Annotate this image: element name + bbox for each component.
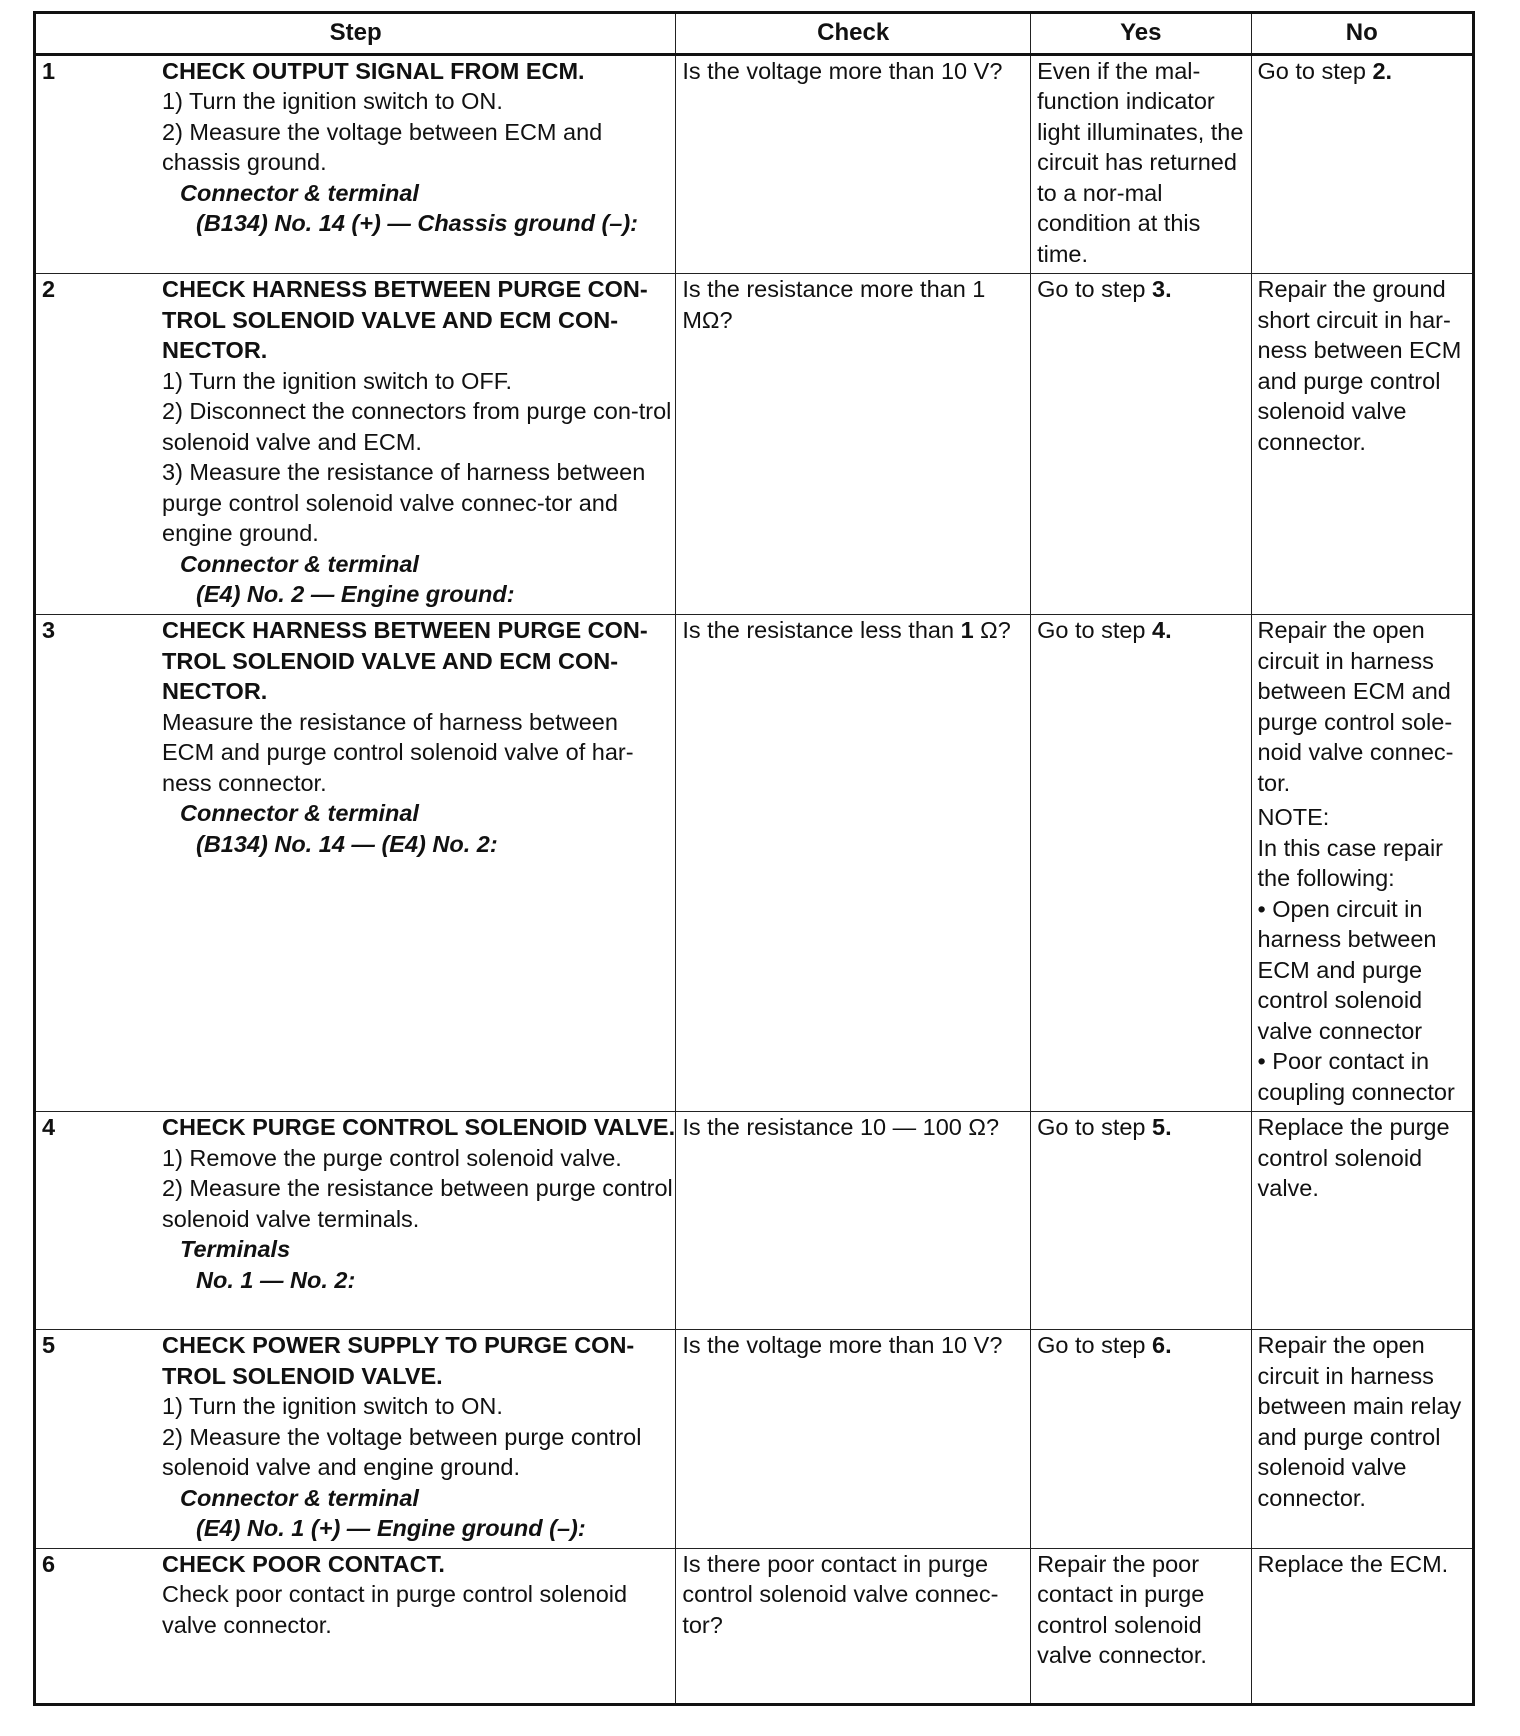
header-check: Check (676, 13, 1031, 55)
step-title: CHECK POWER SUPPLY TO PURGE CON-TROL SOLENOID VALVE. (162, 1332, 635, 1389)
terminals-label: Terminals (180, 1236, 291, 1262)
note-bullet: • Poor contact in coupling connector (1257, 1048, 1455, 1105)
step-instruction: 1) Turn the ignition switch to ON. (162, 88, 503, 114)
header-no: No (1251, 13, 1473, 55)
yes-step-ref: 3. (1152, 276, 1172, 302)
terminals-value: No. 1 — No. 2: (196, 1266, 356, 1293)
step-cell (35, 274, 676, 615)
header-yes: Yes (1031, 13, 1251, 55)
yes-cell (1031, 1112, 1251, 1330)
note-bullet: • Open circuit in harness between ECM and purge control solenoid valve connector (1257, 895, 1437, 1044)
yes-text: Go to step (1037, 276, 1153, 302)
header-step: Step (35, 13, 676, 55)
connector-label: Connector & terminal (180, 550, 419, 577)
no-cell: Repair the open circuit in harness between main relay and purge control solenoid valve connector. (1251, 1330, 1473, 1549)
yes-text: Go to step (1037, 1114, 1153, 1140)
connector-label: Connector & terminal (180, 800, 419, 826)
diagnostic-table (33, 11, 1475, 1706)
yes-text: Even if the mal-function indicator light illuminates, the circuit has returned to a nor-mal condition at this time. (1037, 57, 1244, 267)
step-cell (35, 1330, 676, 1549)
step-instruction: 2) Measure the resistance between purge control solenoid valve terminals. (162, 1175, 673, 1232)
connector-value: (B134) No. 14 (+) — Chassis ground (–): (196, 210, 639, 236)
step-instruction: 1) Turn the ignition switch to OFF. (162, 367, 513, 394)
check-cell (676, 615, 1031, 1112)
step-instruction: 1) Remove the purge control solenoid valve. (162, 1144, 622, 1171)
step-title: CHECK OUTPUT SIGNAL FROM ECM. (162, 57, 585, 84)
step-number: 2 (42, 276, 56, 302)
step-instruction: Measure the resistance of harness between ECM and purge control solenoid valve of har-ness connector. (162, 708, 634, 796)
step-title: CHECK POOR CONTACT. (162, 1550, 445, 1577)
yes-step-ref: 5. (1152, 1114, 1172, 1140)
step-instruction: Check poor contact in purge control solenoid valve connector. (162, 1581, 628, 1638)
step-instruction: 3) Measure the resistance of harness between purge control solenoid valve connec-tor and engine ground. (162, 459, 646, 546)
check-text: Is the resistance less than (682, 617, 961, 643)
step-cell (35, 54, 676, 274)
table-row (35, 1112, 1474, 1330)
step-title: CHECK HARNESS BETWEEN PURGE CON-TROL SOLENOID VALVE AND ECM CON-NECTOR. (162, 276, 648, 363)
connector-label: Connector & terminal (180, 179, 419, 206)
step-number: 3 (42, 617, 56, 643)
check-unit: Ω? (973, 617, 1011, 643)
yes-cell (1031, 1330, 1251, 1549)
header-row (35, 13, 1474, 55)
connector-value: (B134) No. 14 — (E4) No. 2: (196, 830, 498, 857)
yes-cell (1031, 615, 1251, 1112)
table-row (35, 615, 1474, 1112)
step-number: 6 (42, 1550, 56, 1577)
no-cell: Replace the ECM. (1251, 1548, 1473, 1704)
table-row (35, 274, 1474, 615)
step-instruction: 2) Disconnect the connectors from purge con-trol solenoid valve and ECM. (162, 398, 672, 455)
step-instruction: 2) Measure the voltage between ECM and chassis ground. (162, 118, 603, 175)
check-cell: Is the resistance more than 1 MΩ? (676, 274, 1031, 615)
check-cell: Is there poor contact in purge control solenoid valve connec-tor? (676, 1548, 1031, 1704)
step-instruction: 1) Turn the ignition switch to ON. (162, 1393, 503, 1419)
check-cell: Is the resistance 10 — 100 Ω? (676, 1112, 1031, 1330)
check-value: 1 (960, 617, 974, 643)
yes-step-ref: 4. (1152, 617, 1172, 643)
no-text: Repair the open circuit in harness between ECM and purge control sole-noid valve connec-tor. (1257, 617, 1454, 796)
yes-step-ref: 6. (1152, 1332, 1172, 1358)
no-cell: Repair the ground short circuit in har-ness between ECM and purge control solenoid valve connector. (1251, 274, 1473, 615)
step-instruction: 2) Measure the voltage between purge control solenoid valve and engine ground. (162, 1423, 642, 1480)
table-row (35, 54, 1474, 274)
yes-cell (1031, 54, 1251, 274)
yes-cell: Repair the poor contact in purge control solenoid valve connector. (1031, 1548, 1251, 1704)
check-cell: Is the voltage more than 10 V? (676, 1330, 1031, 1549)
note-label: NOTE: (1257, 804, 1330, 830)
step-number: 5 (42, 1332, 56, 1358)
step-title: CHECK PURGE CONTROL SOLENOID VALVE. (162, 1114, 676, 1140)
no-step-ref: 2. (1372, 57, 1393, 84)
no-cell (1251, 54, 1473, 274)
no-cell: Replace the purge control solenoid valve. (1251, 1112, 1473, 1330)
check-cell: Is the voltage more than 10 V? (676, 54, 1031, 274)
step-cell (35, 1112, 676, 1330)
no-cell (1251, 615, 1473, 1112)
step-number: 4 (42, 1114, 56, 1140)
table-row (35, 1548, 1474, 1704)
step-number: 1 (42, 57, 56, 84)
step-title: CHECK HARNESS BETWEEN PURGE CON-TROL SOLENOID VALVE AND ECM CON-NECTOR. (162, 617, 648, 704)
connector-label: Connector & terminal (180, 1484, 419, 1511)
step-cell (35, 615, 676, 1112)
step-cell (35, 1548, 676, 1704)
yes-text: Go to step (1037, 1332, 1153, 1358)
yes-cell (1031, 274, 1251, 615)
note-text: In this case repair the following: (1257, 834, 1443, 891)
yes-text: Go to step (1037, 617, 1153, 643)
table-row (35, 1330, 1474, 1549)
connector-value: (E4) No. 2 — Engine ground: (196, 581, 515, 607)
no-text: Go to step (1257, 57, 1373, 84)
connector-value: (E4) No. 1 (+) — Engine ground (–): (196, 1515, 586, 1541)
